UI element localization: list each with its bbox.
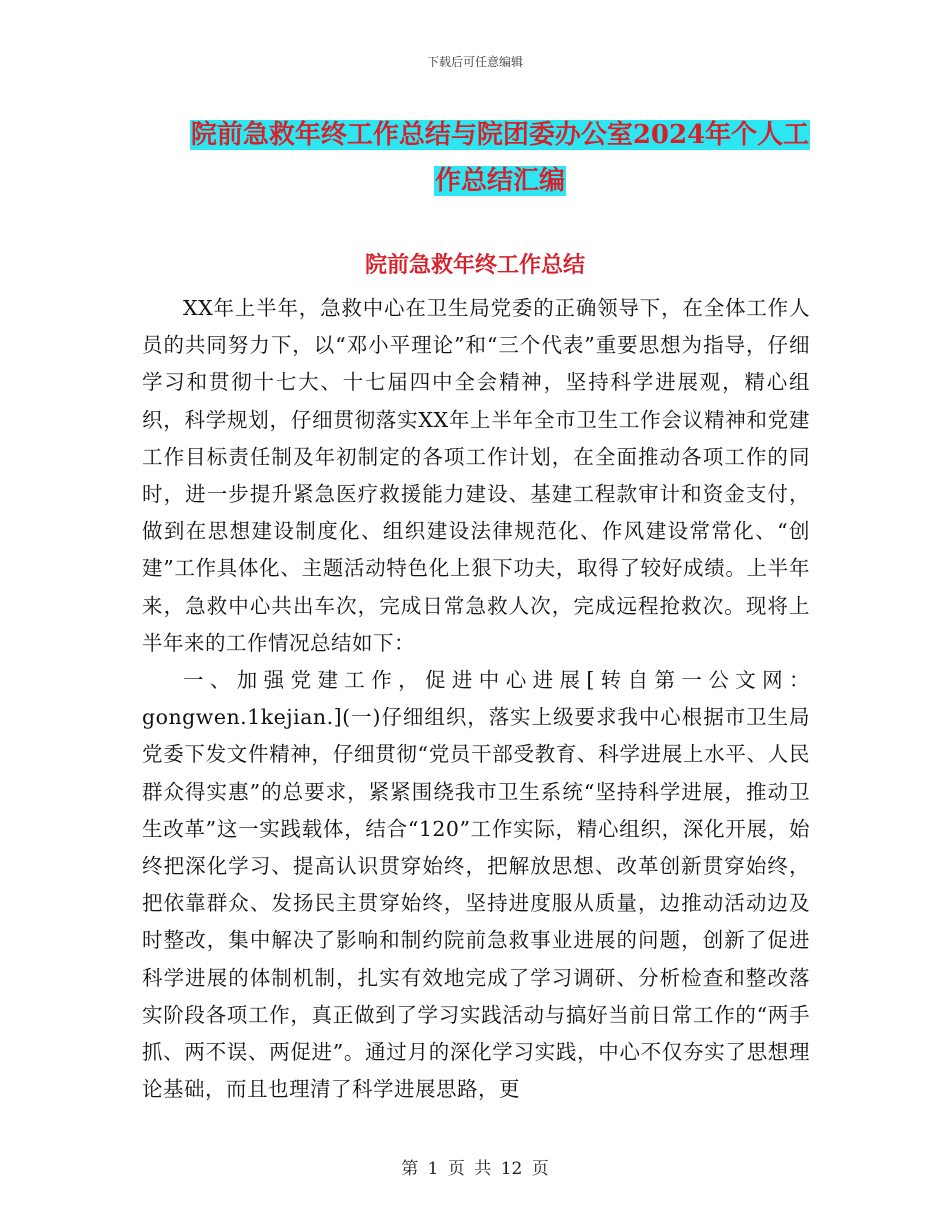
section-title: 院前急救年终工作总结 <box>364 252 585 278</box>
body-paragraph: 一、加强党建工作，促进中心进展[转自第一公文网：gongwen.1kejian.](一)仔细组织，落实上级要求我中心根据市卫生局党委下发文件精神，仔细贯彻“党员干部受教育、科学进展上水平、人民群众得实惠”的总要求，紧紧围绕我市卫生系统“坚持科学进展，推动卫生改革”这一实践载体，结合“120”工作实际，精心组织，深化开展，始终把深化学习、提高认识贯穿始终，把解放思想、改革创新贯穿始终，把依靠群众、发扬民主贯穿始终，坚持进度服从质量，边推动活动边及时整改，集中解决了影响和制约院前急救事业进展的问题，创新了促进科学进展的体制机制，扎实有效地完成了学习调研、分析检查和整改落实阶段各项工作，真正做到了学习实践活动与搞好当前日常工作的“两手抓、两不误、两促进”。通过月的深化学习实践，中心不仅夯实了思想理论基础，而且也理清了科学进展思路，更 <box>142 668 810 1102</box>
document-body <box>142 290 810 1108</box>
document-title-line-1: 院前急救年终工作总结与院团委办公室2024年个人工 <box>190 120 810 150</box>
document-title-line-2: 作总结汇编 <box>434 166 565 196</box>
body-paragraph: XX年上半年，急救中心在卫生局党委的正确领导下，在全体工作人员的共同努力下，以“邓小平理论”和“三个代表”重要思想为指导，仔细学习和贯彻十七大、十七届四中全会精神，坚持科学进展观，精心组织，科学规划，仔细贯彻落实XX年上半年全市卫生工作会议精神和党建工作目标责任制及年初制定的各项工作计划，在全面推动各项工作的同时，进一步提升紧急医疗救援能力建设、基建工程款审计和资金支付，做到在思想建设制度化、组织建设法律规范化、作风建设常常化、“创建”工作具体化、主题活动特色化上狠下功夫，取得了较好成绩。上半年来，急救中心共出车次，完成日常急救人次，完成远程抢救次。现将上半年来的工作情况总结如下： <box>142 296 810 655</box>
page-indicator: 第 1 页 共 12 页 <box>401 1159 549 1179</box>
header-note: 下载后可任意编辑 <box>426 55 523 69</box>
document-title <box>140 112 860 204</box>
